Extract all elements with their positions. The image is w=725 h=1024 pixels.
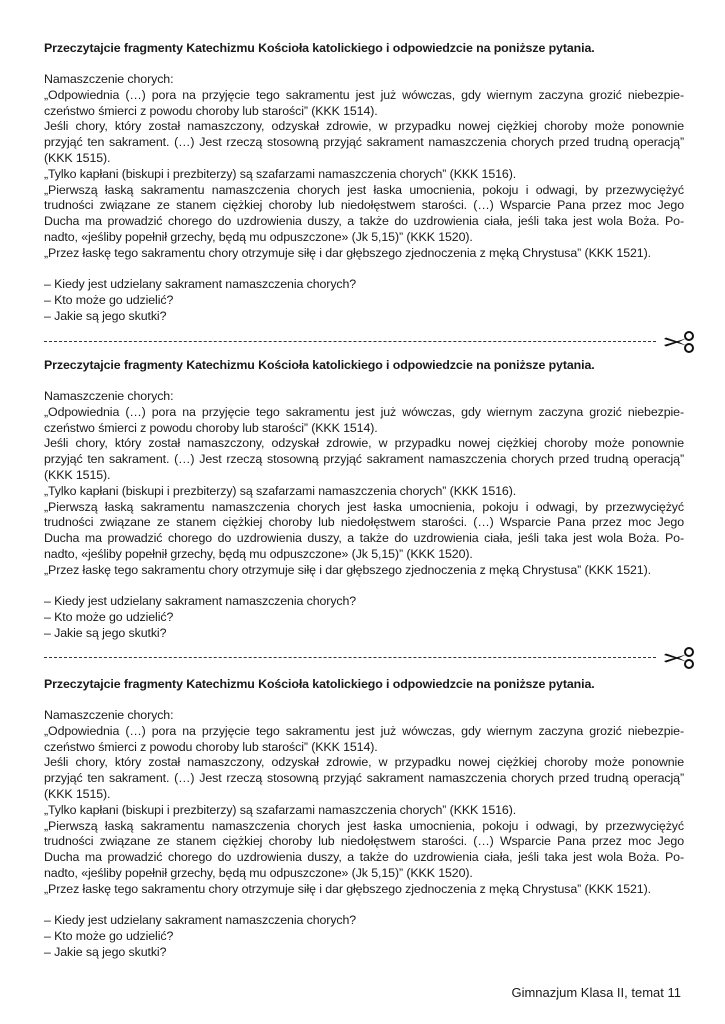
question-line: – Kto może go udzielić?	[44, 610, 174, 625]
text-line: czeństwo śmierci z powodu choroby lub starości” (KKK 1514).	[44, 420, 378, 435]
text-line: „Odpowiednia (…) pora na przyjęcie tego sakramentu jest już wówczas, gdy wiernym zaczyna grozić niebezpie-	[44, 723, 684, 738]
text-line: Namaszczenie chorych:	[44, 708, 174, 722]
worksheet-section-2	[44, 357, 684, 642]
section-title: Przeczytajcie fragmenty Katechizmu Kościoła katolickiego i odpowiedzcie na poniższe pytania.	[44, 41, 595, 55]
text-line: Namaszczenie chorych:	[44, 389, 174, 403]
blank-line	[44, 898, 684, 914]
dashed-cut-line	[44, 657, 656, 658]
cut-line-1	[44, 331, 696, 353]
text-line: „Przez łaskę tego sakramentu chory otrzymuje siłę i dar głębszego zjednoczenia z męką Chrystusa” (KKK 1521).	[44, 562, 651, 577]
text-line: przyjąć ten sakrament. (…) Jest rzeczą stosowną przyjąć sakrament namaszczenia chorych przed trudną operacją”	[44, 135, 684, 150]
text-line: Jeśli chory, który został namaszczony, odzyskał zdrowie, w przypadku nowej ciężkiej choroby może ponownie	[44, 436, 684, 451]
scissors-icon	[662, 331, 696, 353]
blank-line	[44, 262, 684, 278]
section-title: Przeczytajcie fragmenty Katechizmu Kościoła katolickiego i odpowiedzcie na poniższe pytania.	[44, 358, 595, 372]
text-line: „Pierwszą łaską sakramentu namaszczenia chorych jest łaska umocnienia, pokoju i odwagi, by przezwyciężyć	[44, 182, 684, 197]
text-line: (KKK 1515).	[44, 150, 111, 165]
section-body	[44, 72, 684, 325]
text-line: „Przez łaskę tego sakramentu chory otrzymuje siłę i dar głębszego zjednoczenia z męką Chrystusa” (KKK 1521).	[44, 245, 651, 260]
text-line: nadto, «jeśliby popełnił grzechy, będą mu odpuszczone» (Jk 5,15)” (KKK 1520).	[44, 229, 473, 244]
text-line: Ducha ma prowadzić chorego do uzdrowienia duszy, a także do uzdrowienia ciała, jeśli taka jest wola Boża. Po-	[44, 214, 684, 229]
section-title: Przeczytajcie fragmenty Katechizmu Kościoła katolickiego i odpowiedzcie na poniższe pytania.	[44, 677, 595, 691]
question-line: – Kiedy jest udzielany sakrament namaszczenia chorych?	[44, 913, 357, 928]
text-line: Jeśli chory, który został namaszczony, odzyskał zdrowie, w przypadku nowej ciężkiej choroby może ponownie	[44, 755, 684, 770]
text-line: (KKK 1515).	[44, 786, 111, 801]
question-line: – Kto może go udzielić?	[44, 293, 174, 308]
text-line: Namaszczenie chorych:	[44, 72, 174, 86]
text-line: trudności związane ze stanem ciężkiej choroby lub niedołęstwem starości. (…) Wsparcie Pana przez moc Jego	[44, 834, 684, 849]
blank-line	[44, 579, 684, 595]
text-line: Jeśli chory, który został namaszczony, odzyskał zdrowie, w przypadku nowej ciężkiej choroby może ponownie	[44, 119, 684, 134]
question-line: – Kiedy jest udzielany sakrament namaszczenia chorych?	[44, 594, 357, 609]
text-line: „Przez łaskę tego sakramentu chory otrzymuje siłę i dar głębszego zjednoczenia z męką Chrystusa” (KKK 1521).	[44, 881, 651, 896]
text-line: „Odpowiednia (…) pora na przyjęcie tego sakramentu jest już wówczas, gdy wiernym zaczyna grozić niebezpie-	[44, 87, 684, 102]
scissors-icon	[662, 647, 696, 669]
question-line: – Kiedy jest udzielany sakrament namaszczenia chorych?	[44, 277, 357, 292]
text-line: trudności związane ze stanem ciężkiej choroby lub niedołęstwem starości. (…) Wsparcie Pana przez moc Jego	[44, 198, 684, 213]
text-line: przyjąć ten sakrament. (…) Jest rzeczą stosowną przyjąć sakrament namaszczenia chorych przed trudną operacją”	[44, 452, 684, 467]
worksheet-section-3	[44, 676, 684, 961]
page-footer: Gimnazjum Klasa II, temat 11	[511, 985, 681, 1000]
dashed-cut-line	[44, 341, 656, 342]
text-line: „Odpowiednia (…) pora na przyjęcie tego sakramentu jest już wówczas, gdy wiernym zaczyna grozić niebezpie-	[44, 404, 684, 419]
text-line: nadto, «jeśliby popełnił grzechy, będą mu odpuszczone» (Jk 5,15)” (KKK 1520).	[44, 865, 473, 880]
text-line: trudności związane ze stanem ciężkiej choroby lub niedołęstwem starości. (…) Wsparcie Pana przez moc Jego	[44, 515, 684, 530]
text-line: przyjąć ten sakrament. (…) Jest rzeczą stosowną przyjąć sakrament namaszczenia chorych przed trudną operacją”	[44, 771, 684, 786]
text-line: „Pierwszą łaską sakramentu namaszczenia chorych jest łaska umocnienia, pokoju i odwagi, by przezwyciężyć	[44, 499, 684, 514]
question-line: – Jakie są jego skutki?	[44, 625, 167, 640]
question-line: – Kto może go udzielić?	[44, 929, 174, 944]
cut-line-2	[44, 647, 696, 669]
text-line: „Pierwszą łaską sakramentu namaszczenia chorych jest łaska umocnienia, pokoju i odwagi, by przezwyciężyć	[44, 818, 684, 833]
text-line: Ducha ma prowadzić chorego do uzdrowienia duszy, a także do uzdrowienia ciała, jeśli taka jest wola Boża. Po-	[44, 531, 684, 546]
question-line: – Jakie są jego skutki?	[44, 308, 167, 323]
section-body	[44, 389, 684, 642]
worksheet-section-1	[44, 40, 684, 325]
text-line: „Tylko kapłani (biskupi i prezbiterzy) są szafarzami namaszczenia chorych” (KKK 1516).	[44, 483, 517, 498]
text-line: Ducha ma prowadzić chorego do uzdrowienia duszy, a także do uzdrowienia ciała, jeśli taka jest wola Boża. Po-	[44, 850, 684, 865]
text-line: „Tylko kapłani (biskupi i prezbiterzy) są szafarzami namaszczenia chorych” (KKK 1516).	[44, 802, 517, 817]
section-body	[44, 708, 684, 961]
text-line: czeństwo śmierci z powodu choroby lub starości” (KKK 1514).	[44, 739, 378, 754]
text-line: (KKK 1515).	[44, 467, 111, 482]
text-line: czeństwo śmierci z powodu choroby lub starości” (KKK 1514).	[44, 103, 378, 118]
question-line: – Jakie są jego skutki?	[44, 944, 167, 959]
text-line: nadto, «jeśliby popełnił grzechy, będą mu odpuszczone» (Jk 5,15)” (KKK 1520).	[44, 546, 473, 561]
text-line: „Tylko kapłani (biskupi i prezbiterzy) są szafarzami namaszczenia chorych” (KKK 1516).	[44, 166, 517, 181]
